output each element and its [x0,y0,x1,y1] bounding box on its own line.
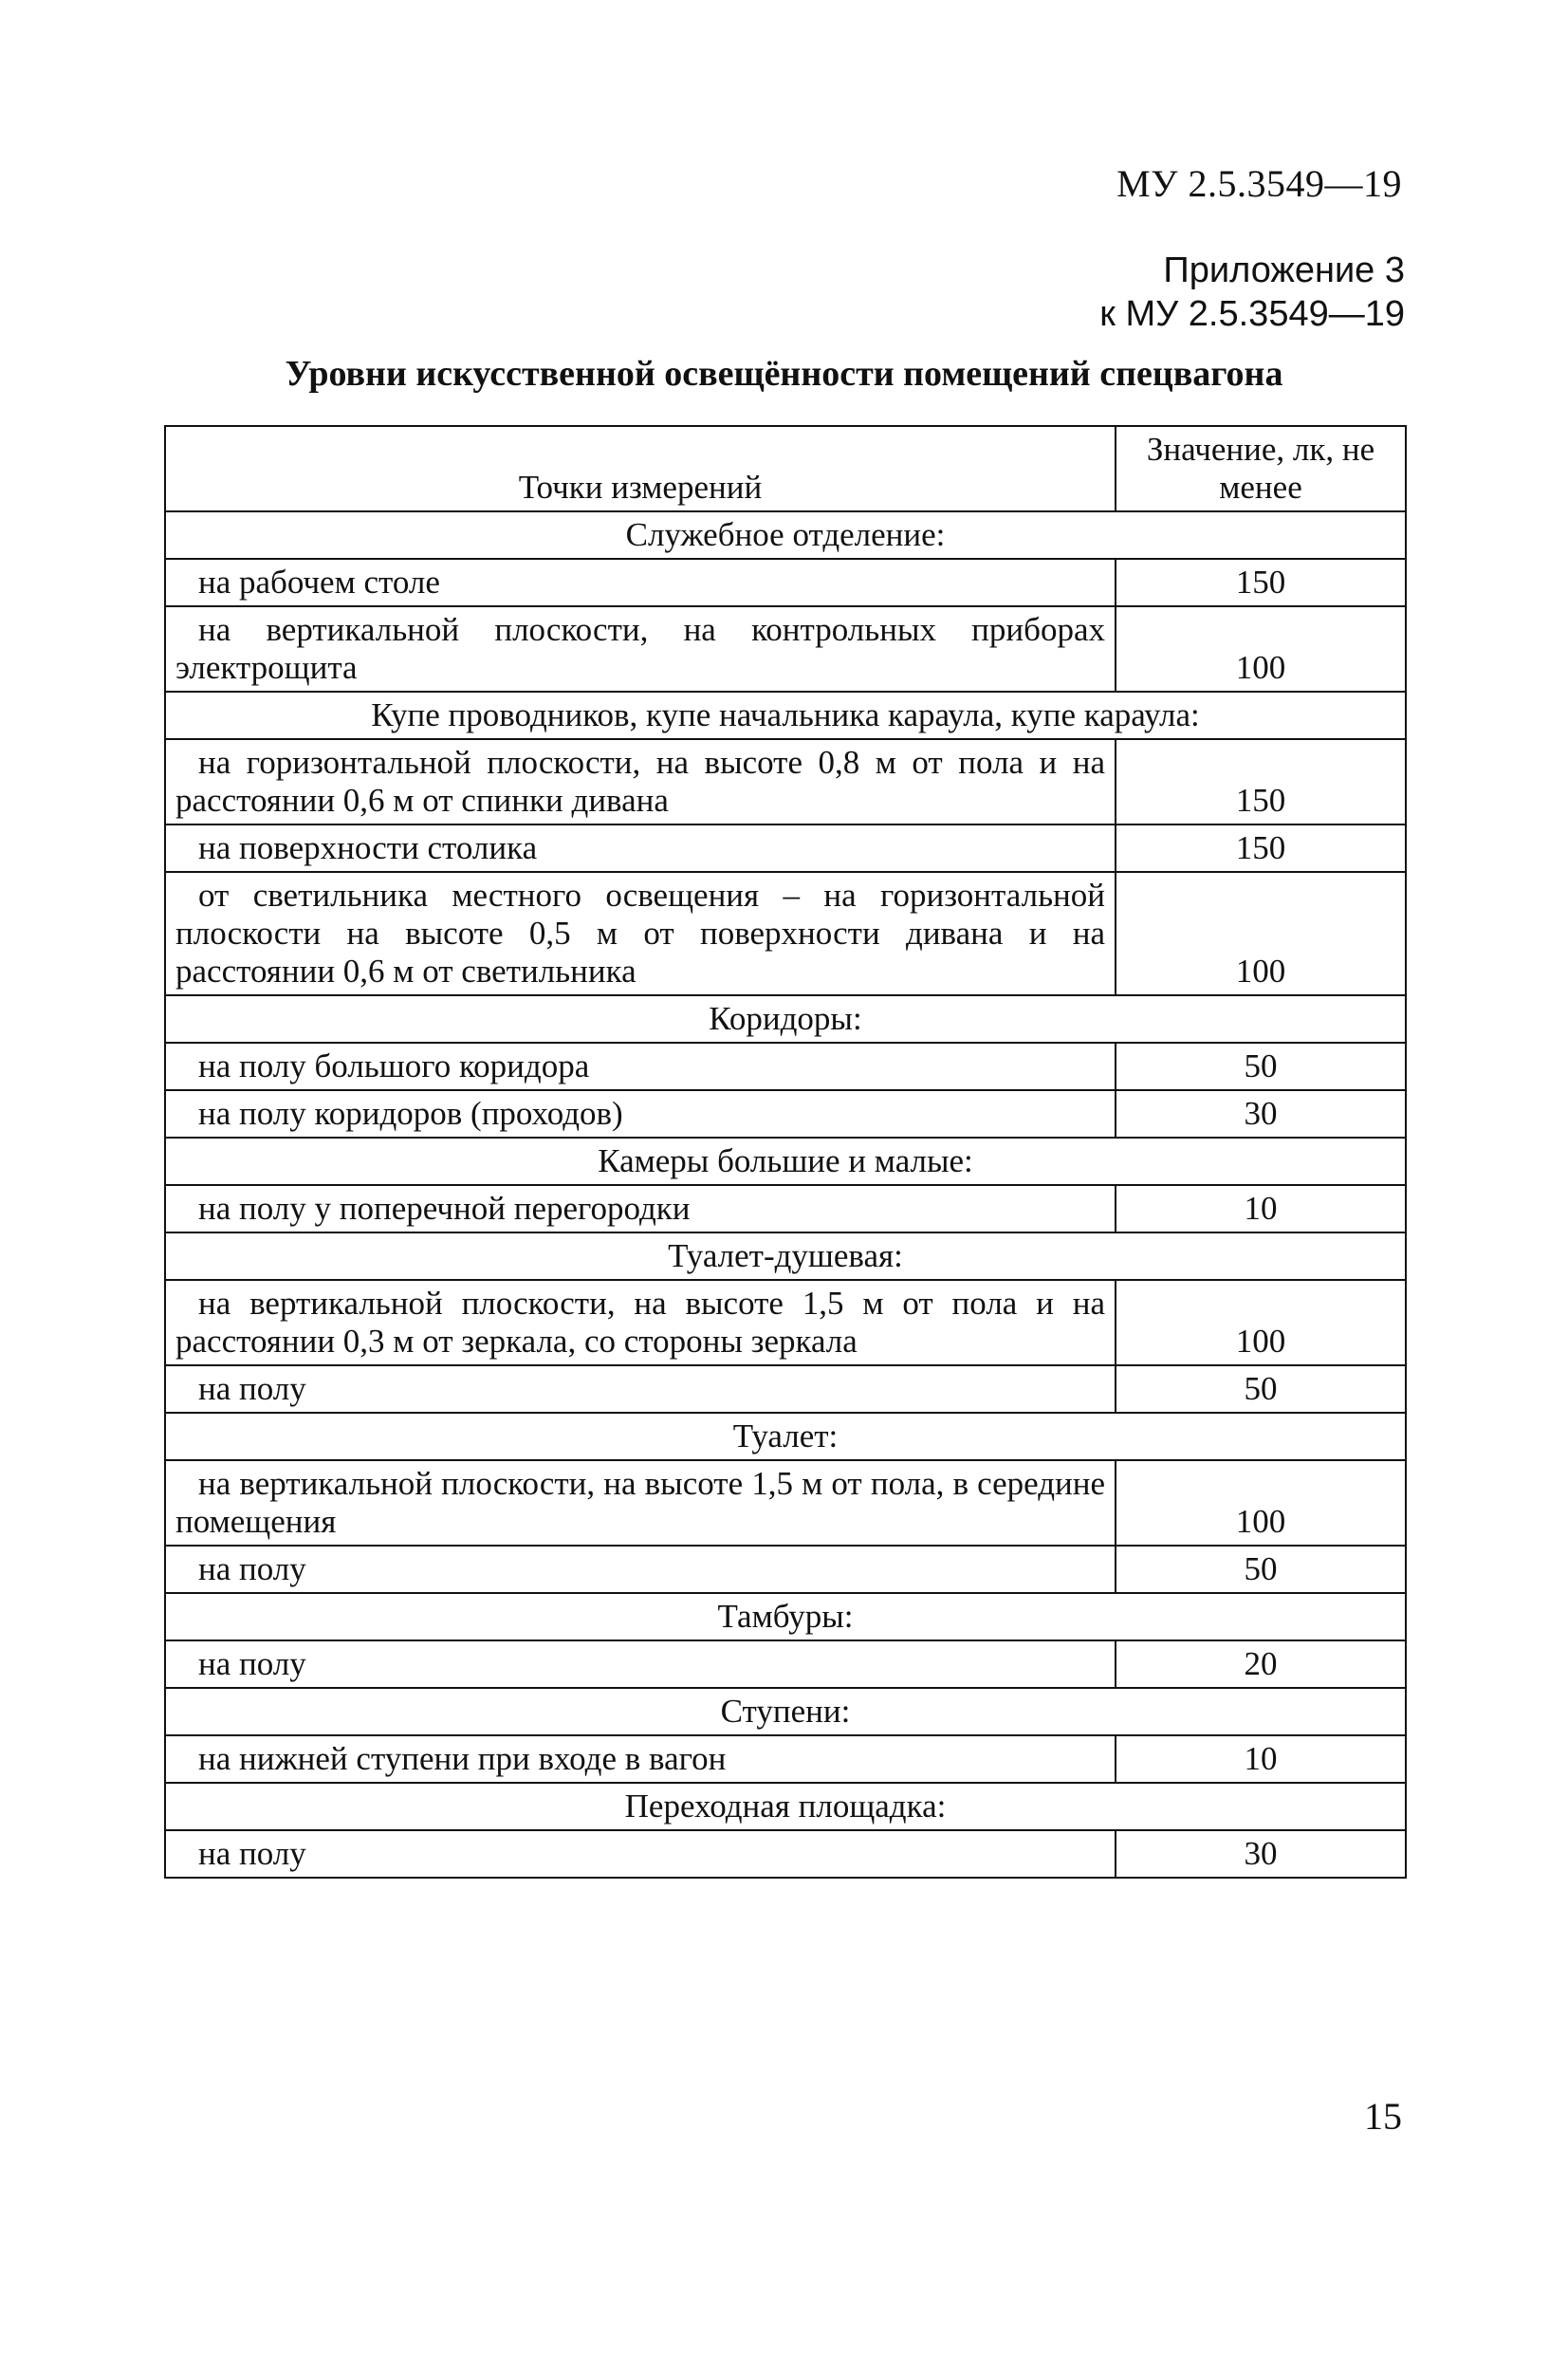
section-row [165,692,1406,739]
illuminance-value: 100 [1116,872,1406,995]
section-row [165,1688,1406,1735]
measurement-point: на полу коридоров (проходов) [165,1090,1116,1138]
illuminance-value: 50 [1116,1043,1406,1090]
section-row [165,1413,1406,1460]
table-row [165,1640,1406,1688]
measurement-point: на полу [165,1830,1116,1878]
illuminance-value: 30 [1116,1830,1406,1878]
measurement-point: на полу у поперечной перегородки [165,1185,1116,1232]
table-header-row [165,426,1406,511]
table-row [165,739,1406,824]
illuminance-value: 50 [1116,1546,1406,1593]
measurement-point: на полу большого коридора [165,1043,1116,1090]
table-row [165,606,1406,692]
section-row [165,511,1406,559]
section-row [165,995,1406,1043]
illuminance-value: 30 [1116,1090,1406,1138]
section-row [165,1232,1406,1280]
illuminance-value: 150 [1116,824,1406,872]
section-title: Туалет-душевая: [165,1232,1406,1280]
table-row [165,1365,1406,1413]
measurement-point: на полу [165,1365,1116,1413]
illuminance-value: 150 [1116,739,1406,824]
table-row [165,559,1406,606]
section-title: Купе проводников, купе начальника караула, купе караула: [165,692,1406,739]
section-row [165,1593,1406,1640]
illuminance-value: 100 [1116,1460,1406,1546]
illuminance-value: 20 [1116,1640,1406,1688]
measurement-point: на полу [165,1640,1116,1688]
page-number: 15 [1364,2095,1402,2138]
illumination-table [164,425,1407,1879]
section-title: Тамбуры: [165,1593,1406,1640]
measurement-point: на полу [165,1546,1116,1593]
column-header-points: Точки измерений [165,426,1116,511]
table-row [165,1090,1406,1138]
section-title: Ступени: [165,1688,1406,1735]
table-row [165,1460,1406,1546]
section-title: Коридоры: [165,995,1406,1043]
table-row [165,1546,1406,1593]
measurement-point: на вертикальной плоскости, на высоте 1,5 м от пола и на расстоянии 0,3 м от зеркала, со стороны зеркала [165,1280,1116,1365]
illuminance-value: 150 [1116,559,1406,606]
column-header-value: Значение, лк, не менее [1116,426,1406,511]
illuminance-value: 100 [1116,1280,1406,1365]
table-row [165,1735,1406,1783]
illuminance-value: 10 [1116,1735,1406,1783]
section-title: Туалет: [165,1413,1406,1460]
measurement-point: на поверхности столика [165,824,1116,872]
table-row [165,1830,1406,1878]
measurement-point: на вертикальной плоскости, на высоте 1,5 м от пола, в середине помещения [165,1460,1116,1546]
illuminance-value: 100 [1116,606,1406,692]
appendix-document: к МУ 2.5.3549—19 [1099,294,1405,334]
table-body [165,511,1406,1878]
table-row [165,824,1406,872]
illuminance-value: 50 [1116,1365,1406,1413]
measurement-point: от светильника местного освещения – на горизонтальной плоскости на высоте 0,5 м от поверхности дивана и на расстоянии 0,6 м от светильника [165,872,1116,995]
section-row [165,1138,1406,1185]
section-row [165,1783,1406,1830]
page-title: Уровни искусственной освещённости помещений спецвагона [285,354,1283,394]
measurement-point: на рабочем столе [165,559,1116,606]
document-code: МУ 2.5.3549—19 [1116,162,1402,205]
measurement-point: на горизонтальной плоскости, на высоте 0,8 м от пола и на расстоянии 0,6 м от спинки дивана [165,739,1116,824]
table-row [165,1043,1406,1090]
appendix-reference [1099,249,1405,336]
table-row [165,872,1406,995]
measurement-point: на нижней ступени при входе в вагон [165,1735,1116,1783]
section-title: Переходная площадка: [165,1783,1406,1830]
table-row [165,1185,1406,1232]
section-title: Камеры большие и малые: [165,1138,1406,1185]
illuminance-value: 10 [1116,1185,1406,1232]
table-row [165,1280,1406,1365]
section-title: Служебное отделение: [165,511,1406,559]
appendix-number: Приложение 3 [1163,250,1405,290]
measurement-point: на вертикальной плоскости, на контрольных приборах электрощита [165,606,1116,692]
